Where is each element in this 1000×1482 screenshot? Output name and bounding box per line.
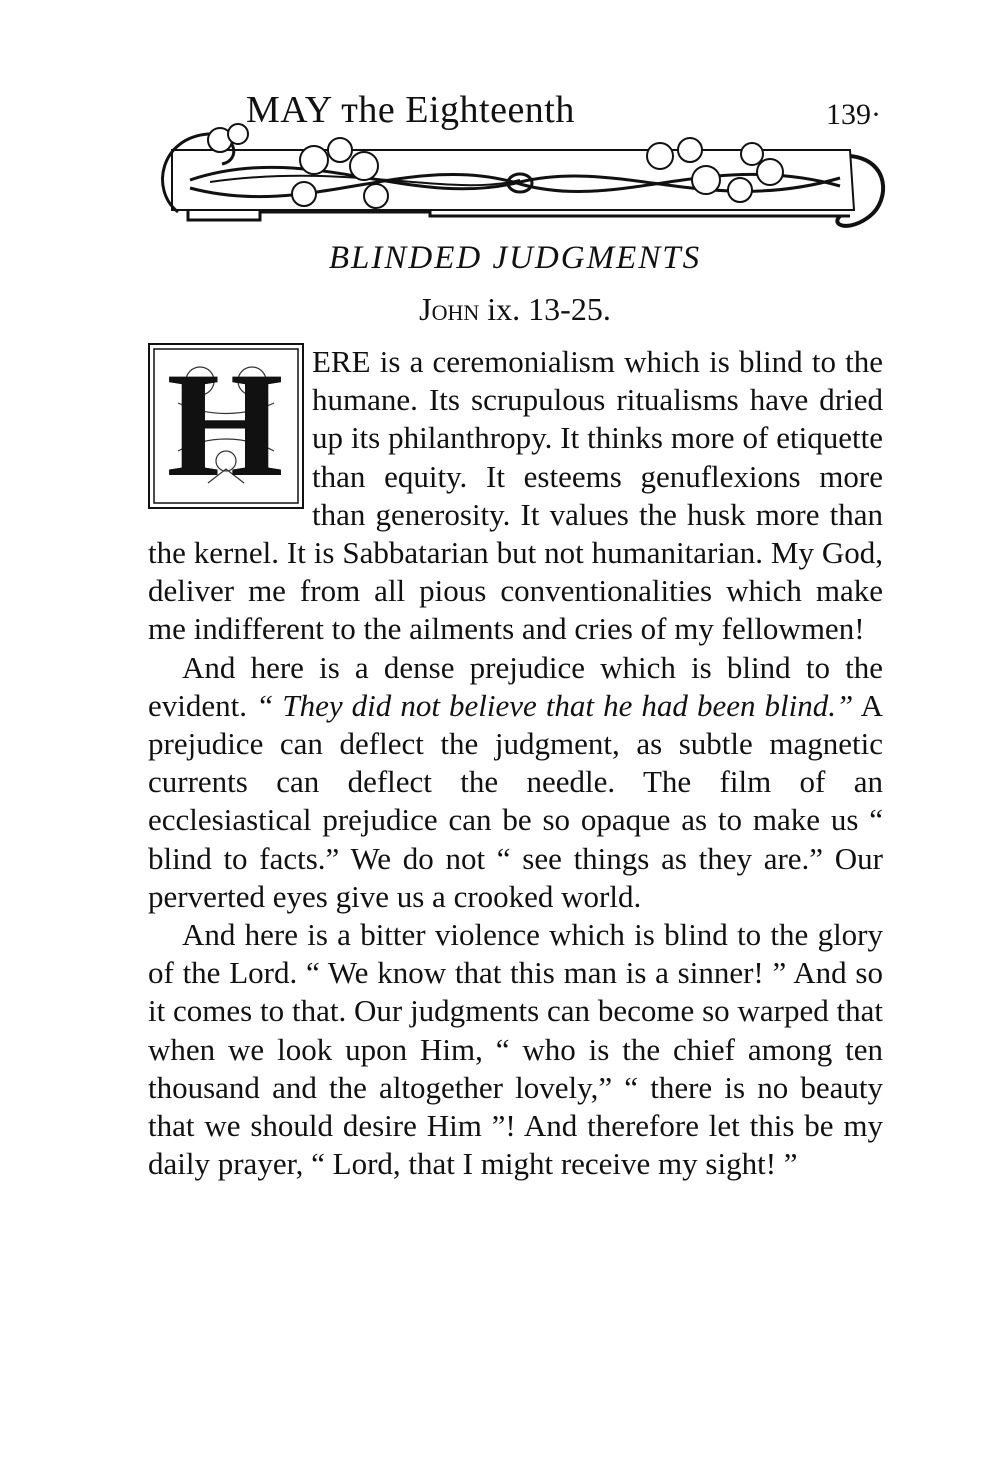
dropcap-letter: H — [166, 342, 284, 508]
page-header-title: MAY ᴛhe Eighteenth — [246, 89, 575, 131]
body-text — [148, 343, 883, 1183]
page-number: 139· — [826, 98, 881, 131]
paragraph-2-text-a: And here is a dense prejudice which is blind to the evident. — [148, 649, 883, 723]
scripture-reference — [0, 291, 1000, 328]
floral-banner-ornament — [150, 120, 910, 242]
paragraph-2 — [148, 649, 883, 916]
section-heading: BLINDED JUDGMENTS — [328, 240, 702, 276]
paragraph-3: And here is a bitter violence which is blind to the glory of the Lord. “ We know that this man is a sinner! ” And so it comes to that. Our judgments can become so warped that when we look upon Him, “ who is the chief among ten thousand and the altogether lovely,” “ there is no beauty that we should desire Him ”! And therefore let this be my daily prayer, “ Lord, that I might receive my sight! ” — [148, 917, 883, 1182]
dropcap-spacer — [148, 343, 312, 531]
scripture-verses: ix. 13-25. — [487, 291, 611, 327]
paragraph-2-text-b: A prejudice can deflect the judgment, as subtle magnetic currents can deflect the needle. The film of an ecclesiastical prejudice can be so opaque as to make us “ blind to facts.” We do not “ see things as they are.” Our perverted eyes give us a crooked world. — [148, 687, 883, 914]
paragraph-2-quote: “ They did not believe that he had been blind.” — [256, 687, 854, 723]
scripture-book: John — [419, 291, 480, 327]
paragraph-1: ERE is a ceremonialism which is blind to the humane. Its scrupulous ritualisms have dried up its philanthropy. It thinks more of etiquette than equity. It esteems genuflexions more than generosity. It values the husk more than the kernel. It is Sabbatarian but not humanitarian. My God, deliver me from all pious conventionalities which make me indifferent to the ailments and cries of my fellowmen! — [148, 344, 883, 647]
